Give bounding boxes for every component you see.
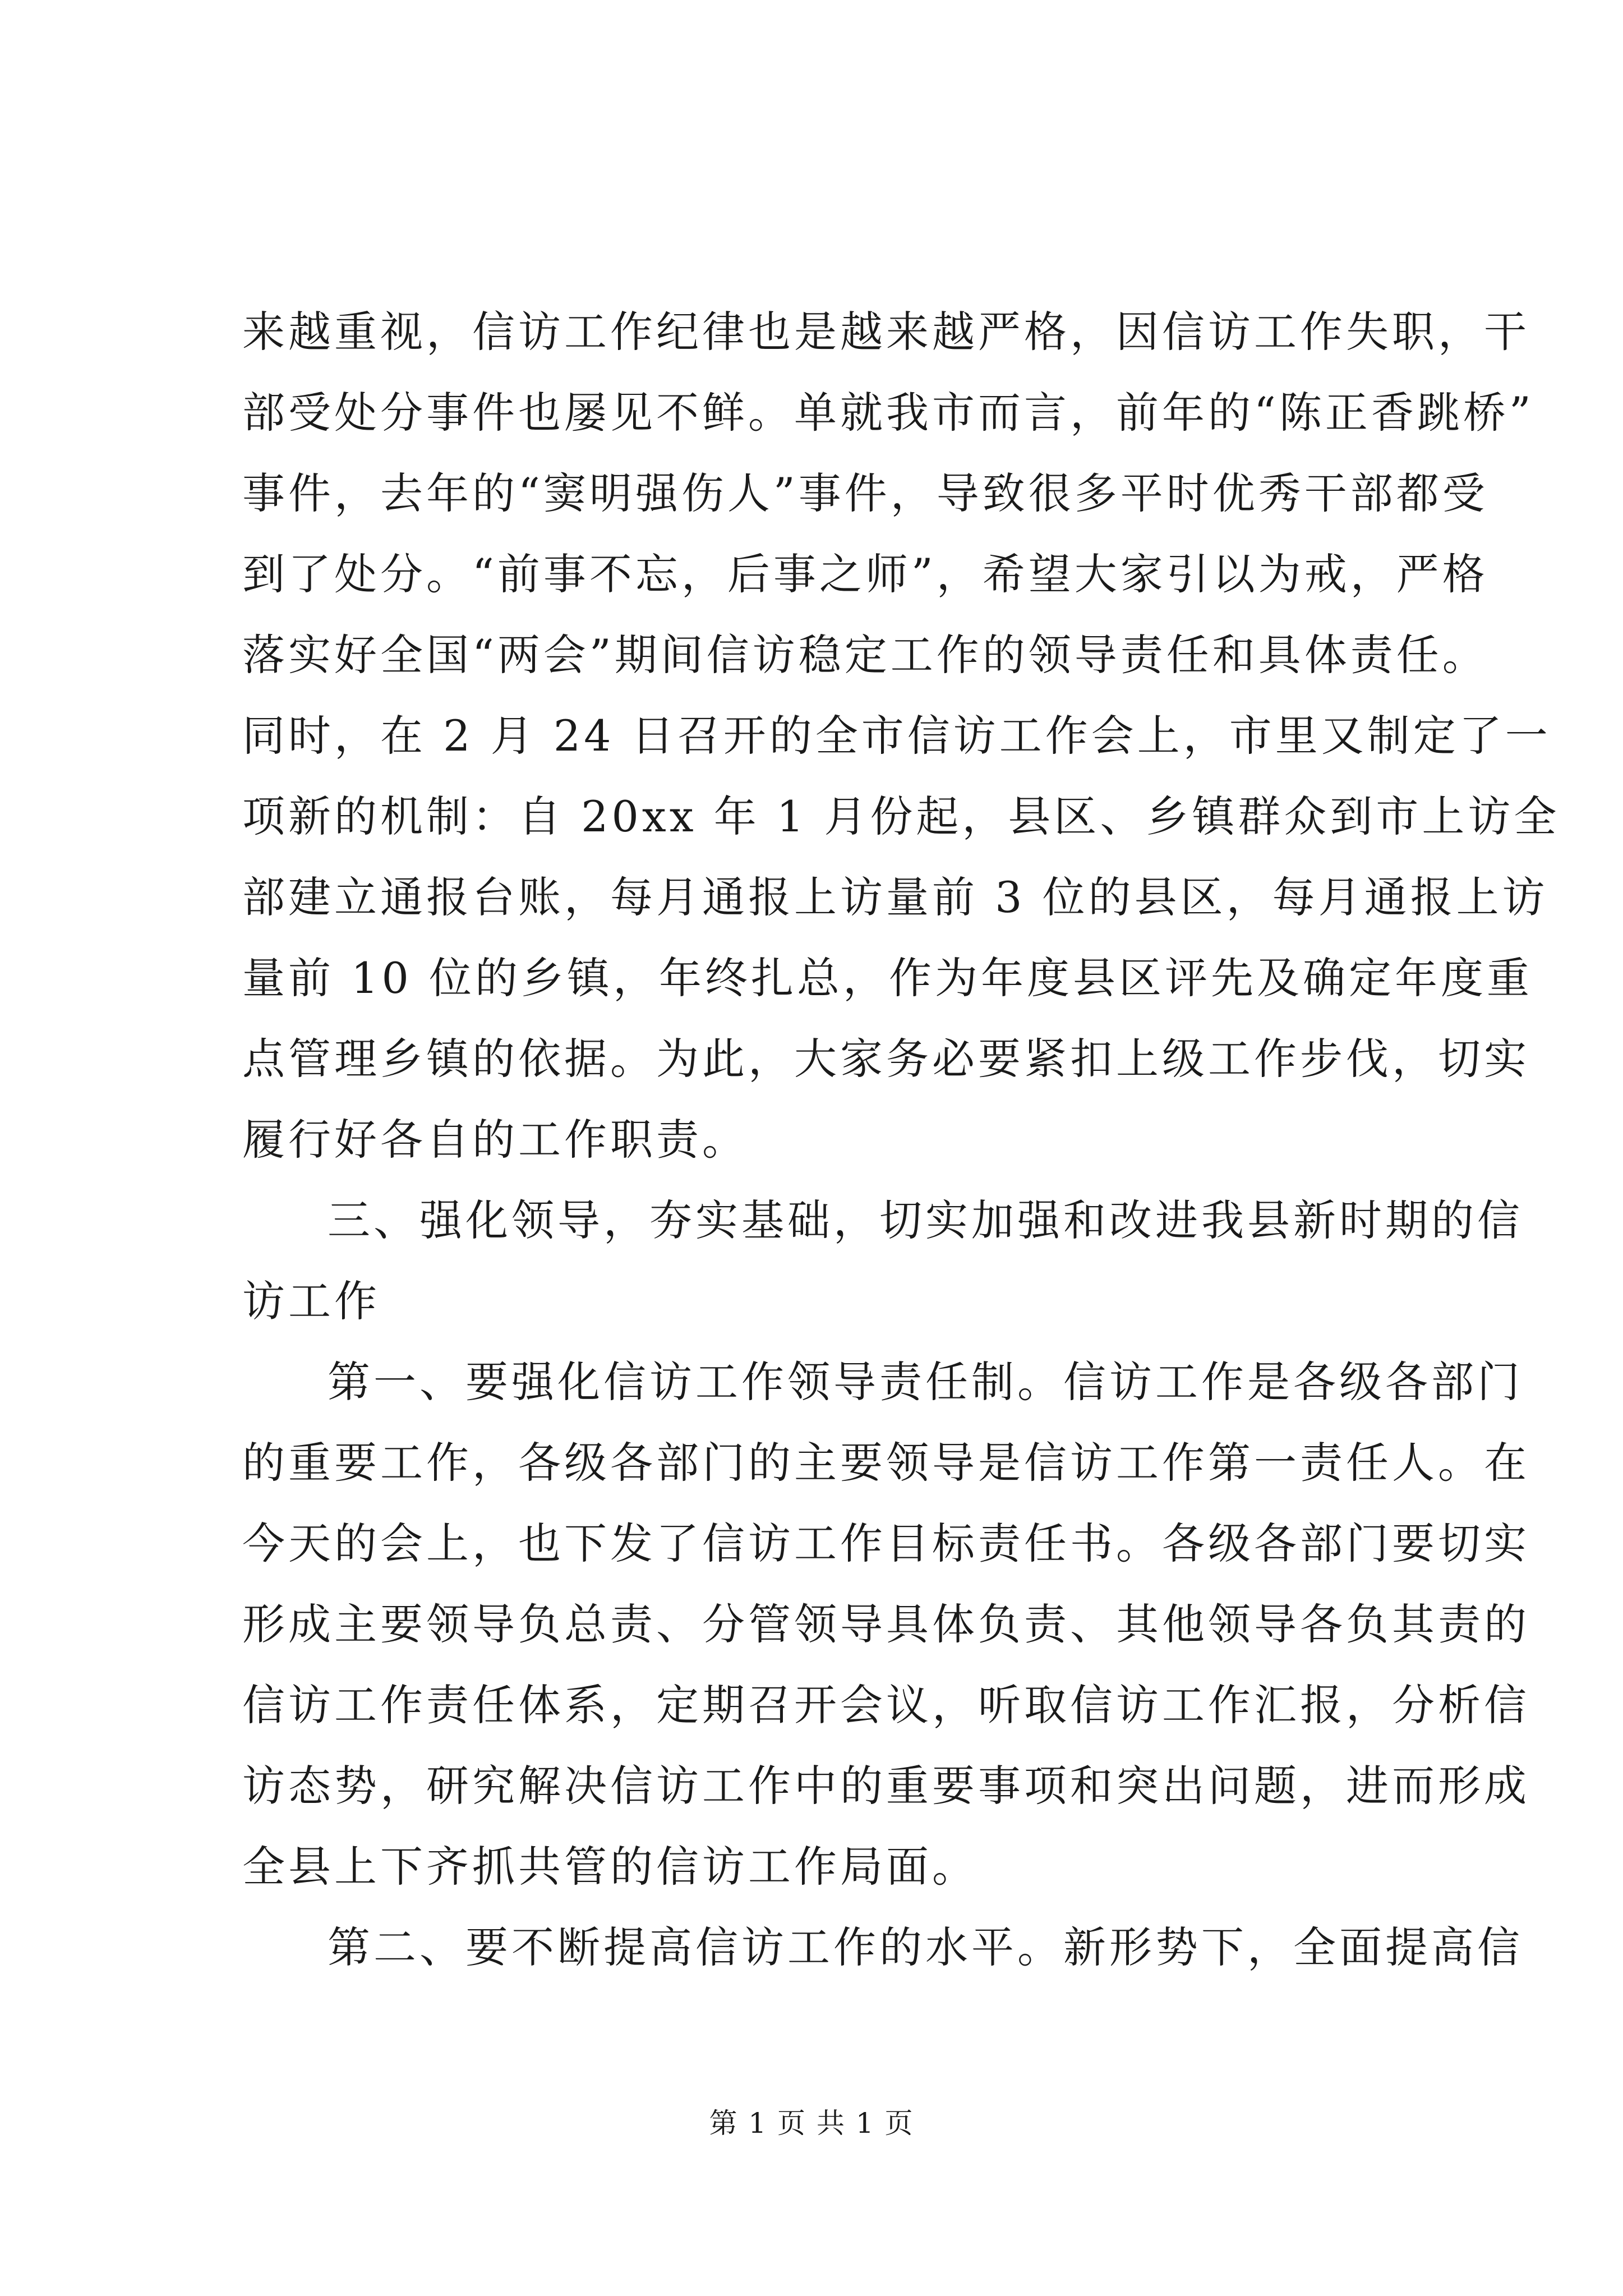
text-line: 的重要工作，各级各部门的主要领导是信访工作第一责任人。在	[242, 1438, 1530, 1488]
page-footer: 第 1 页 共 1 页	[709, 2107, 914, 2139]
text-line: 今天的会上，也下发了信访工作目标责任书。各级各部门要切实	[242, 1519, 1530, 1568]
text-line: 点管理乡镇的依据。为此，大家务必要紧扣上级工作步伐，切实	[242, 1034, 1530, 1084]
text-line: 访态势，研究解决信访工作中的重要事项和突出问题，进而形成	[242, 1761, 1530, 1811]
text-line: 第二、要不断提高信访工作的水平。新形势下，全面提高信	[328, 1922, 1523, 1972]
text-line: 事件，去年的“窦明强伤人”事件，导致很多平时优秀干部都受	[242, 468, 1488, 518]
text-line: 来越重视，信访工作纪律也是越来越严格，因信访工作失职，干	[242, 307, 1530, 357]
text-line: 第一、要强化信访工作领导责任制。信访工作是各级各部门	[328, 1357, 1523, 1407]
text-line: 全县上下齐抓共管的信访工作局面。	[242, 1842, 978, 1892]
text-line: 部建立通报台账，每月通报上访量前 3 位的县区，每月通报上访	[242, 872, 1548, 922]
text-line: 同时，在 2 月 24 日召开的全市信访工作会上，市里又制定了一	[242, 711, 1551, 761]
text-line: 落实好全国“两会”期间信访稳定工作的领导责任和具体责任。	[242, 630, 1488, 680]
text-line: 形成主要领导负总责、分管领导具体负责、其他领导各负其责的	[242, 1599, 1530, 1649]
text-line: 量前 10 位的乡镇，年终扎总，作为年度县区评先及确定年度重	[242, 953, 1533, 1003]
text-line: 信访工作责任体系，定期召开会议，听取信访工作汇报，分析信	[242, 1680, 1530, 1730]
document-body	[242, 292, 1560, 1988]
text-line: 履行好各自的工作职责。	[242, 1115, 748, 1165]
section-heading-line: 访工作	[242, 1276, 380, 1326]
text-line: 部受处分事件也屡见不鲜。单就我市而言，前年的“陈正香跳桥”	[242, 388, 1534, 438]
text-line: 项新的机制：自 20xx 年 1 月份起，县区、乡镇群众到市上访全	[242, 792, 1560, 841]
section-heading-line: 三、强化领导，夯实基础，切实加强和改进我县新时期的信	[328, 1195, 1523, 1245]
text-line: 到了处分。“前事不忘，后事之师”，希望大家引以为戒，严格	[242, 549, 1488, 599]
